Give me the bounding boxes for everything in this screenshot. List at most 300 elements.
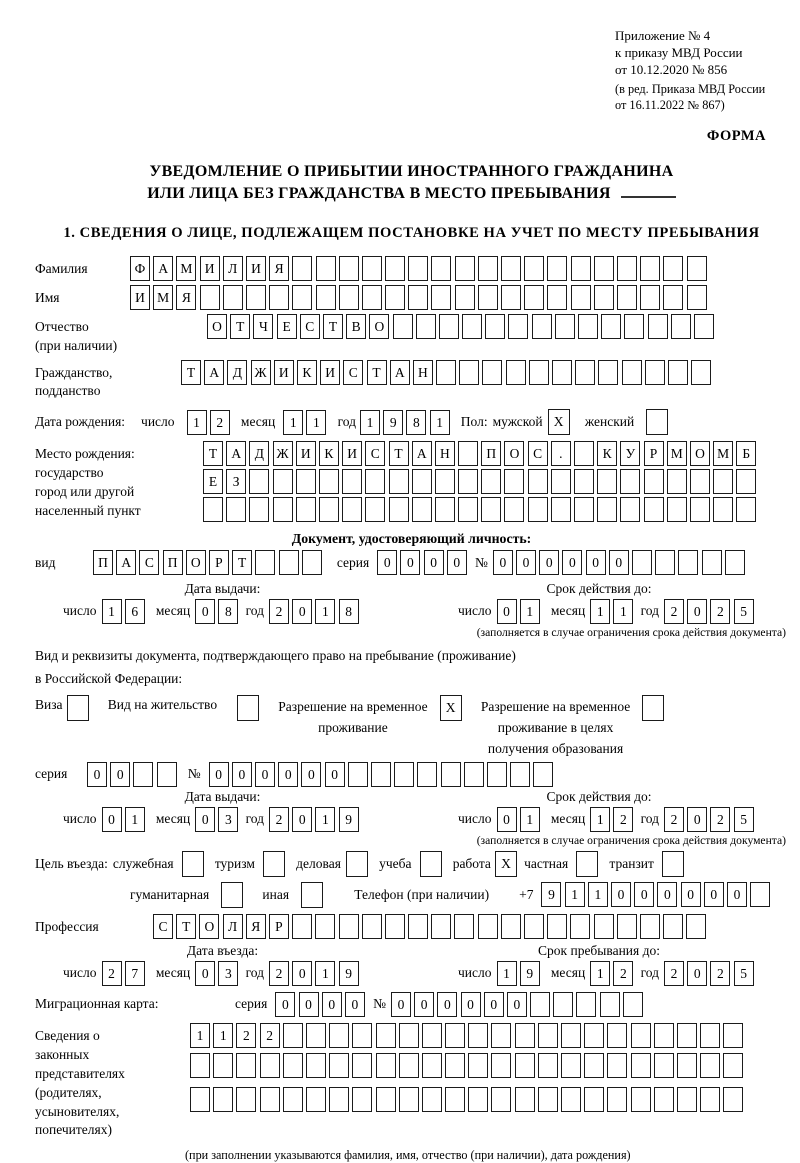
char-box[interactable]: 8 [218,599,238,624]
char-box[interactable] [482,360,502,385]
char-box[interactable]: 1 [213,1023,233,1048]
char-box[interactable] [263,851,285,877]
char-box[interactable] [236,1053,256,1078]
char-box[interactable] [640,285,660,310]
char-box[interactable] [399,1087,419,1112]
char-box[interactable] [671,314,691,339]
char-box[interactable] [412,497,432,522]
char-box[interactable] [677,1023,697,1048]
char-box[interactable] [468,1053,488,1078]
char-box[interactable]: З [226,469,246,494]
char-box[interactable]: 1 [187,410,207,435]
char-box[interactable] [371,762,391,787]
char-box[interactable] [342,469,362,494]
char-box[interactable] [620,469,640,494]
char-box[interactable] [648,314,668,339]
char-box[interactable] [459,360,479,385]
char-box[interactable] [478,285,498,310]
char-box[interactable]: 0 [461,992,481,1017]
char-box[interactable] [385,285,405,310]
char-box[interactable] [632,550,652,575]
char-box[interactable] [491,1053,511,1078]
char-box[interactable]: А [204,360,224,385]
char-box[interactable]: Ч [253,314,273,339]
char-box[interactable]: 2 [710,599,730,624]
char-box[interactable]: У [620,441,640,466]
char-box[interactable] [431,914,451,939]
char-box[interactable] [678,550,698,575]
char-box[interactable]: 0 [634,882,654,907]
char-box[interactable]: Р [209,550,229,575]
char-box[interactable] [435,469,455,494]
char-box[interactable]: 2 [210,410,230,435]
char-box[interactable]: Т [323,314,343,339]
char-box[interactable] [365,469,385,494]
char-box[interactable]: В [346,314,366,339]
char-box[interactable]: 5 [734,807,754,832]
char-box[interactable]: Ж [251,360,271,385]
char-box[interactable] [455,256,475,281]
char-box[interactable] [273,469,293,494]
char-box[interactable] [213,1087,233,1112]
char-box[interactable] [538,1053,558,1078]
char-box[interactable] [481,497,501,522]
char-box[interactable] [269,285,289,310]
char-box[interactable]: X [440,695,462,721]
char-box[interactable] [478,256,498,281]
char-box[interactable] [667,469,687,494]
char-box[interactable] [700,1087,720,1112]
char-box[interactable] [736,469,756,494]
char-box[interactable]: 1 [102,599,122,624]
char-box[interactable] [504,497,524,522]
char-box[interactable] [515,1023,535,1048]
char-box[interactable] [584,1023,604,1048]
char-box[interactable]: 0 [255,762,275,787]
char-box[interactable] [663,914,683,939]
char-box[interactable]: 0 [437,992,457,1017]
char-box[interactable]: 0 [301,762,321,787]
char-box[interactable] [67,695,89,721]
char-box[interactable] [691,360,711,385]
char-box[interactable] [445,1023,465,1048]
char-box[interactable]: П [93,550,113,575]
char-box[interactable] [273,497,293,522]
char-box[interactable] [617,914,637,939]
char-box[interactable] [283,1087,303,1112]
char-box[interactable] [571,256,591,281]
char-box[interactable]: Т [232,550,252,575]
char-box[interactable] [399,1023,419,1048]
char-box[interactable]: 3 [218,961,238,986]
char-box[interactable] [362,256,382,281]
char-box[interactable] [339,285,359,310]
char-box[interactable]: И [320,360,340,385]
char-box[interactable] [329,1087,349,1112]
char-box[interactable] [306,1053,326,1078]
char-box[interactable]: 0 [681,882,701,907]
char-box[interactable] [506,360,526,385]
char-box[interactable] [352,1053,372,1078]
char-box[interactable] [301,882,323,908]
char-box[interactable] [365,497,385,522]
char-box[interactable]: 1 [565,882,585,907]
char-box[interactable] [292,914,312,939]
char-box[interactable]: 1 [590,807,610,832]
char-box[interactable] [236,1087,256,1112]
char-box[interactable] [644,497,664,522]
char-box[interactable] [687,285,707,310]
char-box[interactable]: 2 [269,807,289,832]
char-box[interactable] [213,1053,233,1078]
char-box[interactable]: 0 [611,882,631,907]
char-box[interactable] [458,441,478,466]
char-box[interactable]: X [548,409,570,435]
char-box[interactable]: О [207,314,227,339]
char-box[interactable] [584,1053,604,1078]
char-box[interactable]: 2 [710,961,730,986]
char-box[interactable] [553,992,573,1017]
char-box[interactable]: О [199,914,219,939]
char-box[interactable] [435,497,455,522]
char-box[interactable]: 0 [278,762,298,787]
char-box[interactable]: Д [249,441,269,466]
char-box[interactable] [279,550,299,575]
char-box[interactable]: 0 [87,762,107,787]
char-box[interactable]: 0 [195,807,215,832]
char-box[interactable]: 0 [586,550,606,575]
char-box[interactable] [547,256,567,281]
char-box[interactable]: 1 [125,807,145,832]
char-box[interactable] [528,469,548,494]
char-box[interactable] [200,285,220,310]
char-box[interactable] [713,469,733,494]
char-box[interactable] [598,360,618,385]
char-box[interactable]: 5 [734,961,754,986]
char-box[interactable] [631,1023,651,1048]
char-box[interactable] [458,469,478,494]
char-box[interactable] [260,1053,280,1078]
char-box[interactable] [237,695,259,721]
char-box[interactable] [655,550,675,575]
char-box[interactable] [376,1053,396,1078]
char-box[interactable]: А [390,360,410,385]
char-box[interactable] [296,469,316,494]
char-box[interactable] [393,314,413,339]
char-box[interactable]: . [551,441,571,466]
char-box[interactable] [668,360,688,385]
char-box[interactable] [640,914,660,939]
char-box[interactable]: 1 [315,599,335,624]
char-box[interactable]: 0 [400,550,420,575]
char-box[interactable] [687,256,707,281]
char-box[interactable] [551,497,571,522]
char-box[interactable]: 7 [125,961,145,986]
char-box[interactable]: 9 [383,410,403,435]
char-box[interactable] [576,992,596,1017]
char-box[interactable]: 1 [590,599,610,624]
char-box[interactable]: А [226,441,246,466]
char-box[interactable] [547,914,567,939]
char-box[interactable]: П [481,441,501,466]
char-box[interactable]: 0 [507,992,527,1017]
char-box[interactable]: 1 [588,882,608,907]
char-box[interactable]: 1 [430,410,450,435]
char-box[interactable] [445,1087,465,1112]
char-box[interactable] [352,1087,372,1112]
char-box[interactable]: 1 [190,1023,210,1048]
char-box[interactable] [508,314,528,339]
char-box[interactable] [316,285,336,310]
char-box[interactable]: 0 [687,599,707,624]
char-box[interactable] [515,1053,535,1078]
char-box[interactable]: 0 [195,599,215,624]
char-box[interactable] [663,285,683,310]
char-box[interactable] [501,285,521,310]
char-box[interactable] [677,1053,697,1078]
char-box[interactable] [574,469,594,494]
char-box[interactable] [223,285,243,310]
char-box[interactable] [600,992,620,1017]
char-box[interactable]: Л [223,914,243,939]
char-box[interactable]: 0 [727,882,747,907]
char-box[interactable] [339,914,359,939]
char-box[interactable] [575,360,595,385]
char-box[interactable]: 1 [283,410,303,435]
char-box[interactable] [464,762,484,787]
char-box[interactable]: 5 [734,599,754,624]
char-box[interactable] [504,469,524,494]
char-box[interactable] [640,256,660,281]
char-box[interactable] [631,1053,651,1078]
char-box[interactable] [667,497,687,522]
char-box[interactable] [422,1023,442,1048]
char-box[interactable]: 2 [269,599,289,624]
char-box[interactable] [315,914,335,939]
char-box[interactable] [412,469,432,494]
char-box[interactable] [190,1053,210,1078]
char-box[interactable]: 2 [710,807,730,832]
char-box[interactable] [422,1087,442,1112]
char-box[interactable] [702,550,722,575]
char-box[interactable]: С [365,441,385,466]
char-box[interactable] [283,1023,303,1048]
char-box[interactable] [524,256,544,281]
char-box[interactable]: Я [269,256,289,281]
char-box[interactable]: 2 [664,599,684,624]
char-box[interactable] [530,992,550,1017]
char-box[interactable] [529,360,549,385]
char-box[interactable] [133,762,153,787]
char-box[interactable]: 0 [209,762,229,787]
char-box[interactable] [654,1053,674,1078]
char-box[interactable]: Р [269,914,289,939]
char-box[interactable]: И [246,256,266,281]
char-box[interactable]: С [139,550,159,575]
char-box[interactable]: 0 [102,807,122,832]
char-box[interactable] [468,1023,488,1048]
char-box[interactable]: С [153,914,173,939]
char-box[interactable]: И [274,360,294,385]
char-box[interactable] [408,285,428,310]
char-box[interactable]: 1 [306,410,326,435]
char-box[interactable] [389,497,409,522]
char-box[interactable]: 1 [315,961,335,986]
char-box[interactable]: Е [277,314,297,339]
char-box[interactable]: О [504,441,524,466]
char-box[interactable]: 0 [539,550,559,575]
char-box[interactable] [524,914,544,939]
char-box[interactable]: Н [435,441,455,466]
char-box[interactable]: 0 [493,550,513,575]
char-box[interactable] [533,762,553,787]
char-box[interactable] [190,1087,210,1112]
char-box[interactable] [283,1053,303,1078]
char-box[interactable] [532,314,552,339]
char-box[interactable]: Ф [130,256,150,281]
char-box[interactable] [221,882,243,908]
char-box[interactable] [487,762,507,787]
char-box[interactable] [555,314,575,339]
char-box[interactable]: 0 [687,961,707,986]
char-box[interactable] [501,914,521,939]
char-box[interactable] [646,409,668,435]
char-box[interactable] [441,762,461,787]
char-box[interactable] [468,1087,488,1112]
char-box[interactable] [478,914,498,939]
char-box[interactable] [642,695,664,721]
char-box[interactable]: 2 [664,961,684,986]
char-box[interactable] [561,1053,581,1078]
char-box[interactable] [538,1087,558,1112]
char-box[interactable] [408,914,428,939]
char-box[interactable]: Т [181,360,201,385]
char-box[interactable]: 2 [269,961,289,986]
char-box[interactable] [723,1023,743,1048]
char-box[interactable] [662,851,684,877]
char-box[interactable] [570,914,590,939]
char-box[interactable]: 2 [613,807,633,832]
char-box[interactable] [561,1087,581,1112]
char-box[interactable]: 2 [260,1023,280,1048]
char-box[interactable] [663,256,683,281]
char-box[interactable]: 0 [292,599,312,624]
char-box[interactable]: И [130,285,150,310]
char-box[interactable] [694,314,714,339]
char-box[interactable]: 0 [299,992,319,1017]
char-box[interactable] [445,1053,465,1078]
char-box[interactable] [182,851,204,877]
char-box[interactable]: 0 [345,992,365,1017]
char-box[interactable]: Ж [273,441,293,466]
char-box[interactable] [576,851,598,877]
char-box[interactable]: Т [203,441,223,466]
char-box[interactable]: 9 [541,882,561,907]
char-box[interactable]: Я [246,914,266,939]
char-box[interactable] [574,497,594,522]
char-box[interactable] [431,256,451,281]
char-box[interactable]: М [176,256,196,281]
char-box[interactable] [485,314,505,339]
char-box[interactable] [723,1053,743,1078]
char-box[interactable] [385,256,405,281]
char-box[interactable]: И [296,441,316,466]
char-box[interactable]: О [186,550,206,575]
char-box[interactable] [417,762,437,787]
char-box[interactable]: М [713,441,733,466]
char-box[interactable] [607,1023,627,1048]
char-box[interactable] [645,360,665,385]
char-box[interactable]: 2 [613,961,633,986]
char-box[interactable] [431,285,451,310]
char-box[interactable] [515,1087,535,1112]
char-box[interactable]: 6 [125,599,145,624]
char-box[interactable]: 1 [520,807,540,832]
char-box[interactable] [439,314,459,339]
char-box[interactable]: 0 [195,961,215,986]
char-box[interactable]: Б [736,441,756,466]
char-box[interactable] [346,851,368,877]
char-box[interactable] [607,1053,627,1078]
char-box[interactable]: 1 [497,961,517,986]
char-box[interactable] [547,285,567,310]
char-box[interactable] [226,497,246,522]
char-box[interactable] [597,469,617,494]
char-box[interactable]: 0 [391,992,411,1017]
char-box[interactable] [260,1087,280,1112]
char-box[interactable] [362,285,382,310]
char-box[interactable] [422,1053,442,1078]
char-box[interactable] [713,497,733,522]
char-box[interactable]: Н [413,360,433,385]
char-box[interactable] [462,314,482,339]
char-box[interactable] [723,1087,743,1112]
char-box[interactable] [624,314,644,339]
char-box[interactable]: 0 [424,550,444,575]
char-box[interactable] [491,1023,511,1048]
char-box[interactable]: О [369,314,389,339]
char-box[interactable]: 0 [516,550,536,575]
char-box[interactable]: 0 [484,992,504,1017]
char-box[interactable] [491,1087,511,1112]
char-box[interactable]: С [343,360,363,385]
char-box[interactable]: 0 [377,550,397,575]
char-box[interactable] [686,914,706,939]
char-box[interactable] [302,550,322,575]
char-box[interactable]: 0 [687,807,707,832]
char-box[interactable] [306,1023,326,1048]
char-box[interactable]: 9 [520,961,540,986]
char-box[interactable]: 0 [322,992,342,1017]
char-box[interactable] [594,285,614,310]
char-box[interactable]: Т [389,441,409,466]
char-box[interactable]: 1 [613,599,633,624]
char-box[interactable]: 0 [657,882,677,907]
char-box[interactable]: 0 [275,992,295,1017]
char-box[interactable] [329,1053,349,1078]
char-box[interactable] [399,1053,419,1078]
char-box[interactable]: 0 [704,882,724,907]
char-box[interactable]: А [153,256,173,281]
char-box[interactable] [329,1023,349,1048]
char-box[interactable]: 1 [590,961,610,986]
char-box[interactable] [394,762,414,787]
char-box[interactable]: 0 [497,599,517,624]
char-box[interactable] [481,469,501,494]
char-box[interactable] [420,851,442,877]
char-box[interactable]: Р [644,441,664,466]
char-box[interactable]: 0 [292,807,312,832]
